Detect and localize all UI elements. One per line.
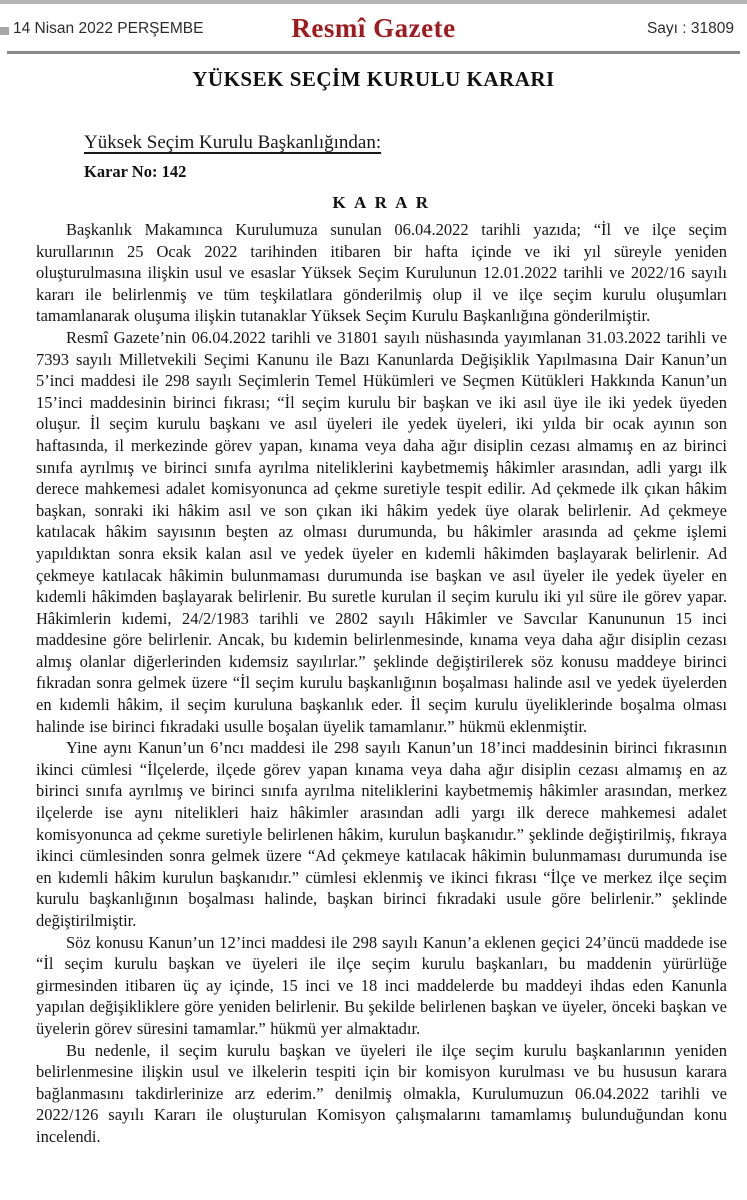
body-paragraph-2: Resmî Gazete’nin 06.04.2022 tarihli ve 31801 sayılı nüshasında yayımlanan 31.03.2022 tarihli ve 7393 sayılı Milletvekili Seçimi Kanunu ile Bazı Kanunlarda Değişiklik Yapılmasına Dair Kanun’un 5’inci maddesi ile 298 sayılı Seçimlerin Temel Hükümleri ve Seçmen Kütükleri Hakkında Kanun’un 15’inci maddesinin birinci fıkrası; “İl seçim kurulu bir başkan ve iki asıl üye ile iki yedek üyeden oluşur. İl seçim kurulu başkanı ve asıl üyeleri ile yedek üyeleri, iki yılda bir ocak ayının son haftasında, il merkezinde görev yapan, kınama veya daha ağır disiplin cezası almamış en az birinci sınıfa ayrılmış ve birinci sınıfa ayrılma niteliklerini kaybetmemiş hâkimler arasından, adli yargı ilk derece mahkemesi adalet komisyonunca ad çekme suretiyle tespit edilir. Ad çekmede ilk çıkan hâkim başkan, sonraki iki hâkim asıl ve son çıkan iki hâkim yedek üye olarak belirlenir. Ad çekmeye katılacak hâkim sayısının beşten az olması durumunda, bu hâkimler arasında ad çekme işlemi yapıldıktan sonra eksik kalan asıl ve yedek üyeler en kıdemli hâkimden başlayarak belirlenir. Ad çekmeye katılacak hâkimin bulunmaması durumunda ise başkan ve asıl üyeler ile yedek üyeler en kıdemli hâkimden başlayarak belirlenir. Bu suretle kurulan il seçim kurulu iki yıl süre ile görev yapar. Hâkimlerin kıdemi, 24/2/1983 tarihli ve 2802 sayılı Hâkimler ve Savcılar Kanununun 15 inci maddesine göre belirlenir. Ancak, bu kıdemin belirlenmesinde, kınama veya daha ağır disiplin cezası almış olanlar diğerlerinden kıdemsiz sayılırlar.” şeklinde değiştirilerek söz konusu maddeye birinci fıkradan sonra gelmek üzere “İl seçim kurulu başkanlığının boşalması halinde asıl ve yedek üyelerden en kıdemli hâkim, il seçim kuruluna başkanlık eder. İl seçim kurulu üyeliklerinde boşalma olması halinde ise birinci fıkradaki usulle boşalan üyelik tamamlanır.” hükmü eklenmiştir. [36, 327, 727, 736]
gazette-header [0, 0, 747, 51]
decision-number: Karar No: 142 [84, 162, 187, 181]
issuing-authority-heading: Yüksek Seçim Kurulu Başkanlığından: [84, 132, 382, 153]
body-paragraph-1: Başkanlık Makamınca Kurulumuza sunulan 06.04.2022 tarihli yazıda; “İl ve ilçe seçim kurullarının 25 Ocak 2022 tarihinden itibaren bir hafta içinde ve iki yıl süreyle yeniden oluşturulmasına ilişkin usul ve esaslar Yüksek Seçim Kurulunun 12.01.2022 tarihli ve 2022/16 sayılı kararı ile belirlenmiş ve tüm teşkilatlara gönderilmiş olup il ve ilçe seçim kurulu oluşumları tamamlanarak oluşuma ilişkin tutanaklar Yüksek Seçim Kurulu Başkanlığına gönderilmiştir. [36, 220, 727, 326]
issue-date: 14 Nisan 2022 PERŞEMBE [13, 19, 204, 37]
issue-number: Sayı : 31809 [646, 19, 734, 37]
scan-artifact-left [0, 27, 9, 35]
header-divider [7, 51, 740, 54]
document-title: YÜKSEK SEÇİM KURULU KARARI [192, 67, 555, 91]
document-body [36, 132, 727, 1148]
body-paragraph-4: Söz konusu Kanun’un 12’inci maddesi ile 298 sayılı Kanun’a eklenen geçici 24’üncü maddede ise “İl seçim kurulu başkan ve üyeleri ile ilçe seçim kurulu başkanları, bu maddenin yürürlüğe girmesinden itibaren üç ay içinde, 15 inci ve 18 inci maddelerde bu maddeyi ihdas eden Kanunla yapılan değişikliklere göre yeniden belirlenir. Bu şekilde belirlenen başkan ve üyeler, önceki başkan ve üyelerin görev süresini tamamlar.” hükmü yer almaktadır. [36, 932, 727, 1038]
body-paragraph-3: Yine aynı Kanun’un 6’ncı maddesi ile 298 sayılı Kanun’un 18’inci maddesinin birinci fıkrasının ikinci cümlesi “İlçelerde, ilçede görev yapan kınama veya daha ağır disiplin cezası almamış en az birinci sınıfa ayrılmış ve birinci sınıfa ayrılma niteliklerini kaybetmemiş hâkimler arasından, merkez ilçelerde ise aynı nitelikleri haiz hâkimler arasından adli yargı ilk derece mahkemesi adalet komisyonunca ad çekme suretiyle belirlenen hâkim, kurulun başkanıdır.” şeklinde değiştirilmiş, fıkraya ikinci cümlesinden sonra gelmek üzere “Ad çekmeye katılacak hâkimin bulunmaması durumunda ise en kıdemli hâkim kurulun başkanıdır.” cümlesi eklenmiş ve ikinci fıkrası “İlçe ve merkez ilçe seçim kurulu başkanlığının boşalması halinde, başkan birinci fıkradaki usule göre belirlenir.” şeklinde değiştirilmiştir. [36, 738, 727, 930]
scan-artifact-top [0, 0, 747, 4]
gazette-masthead: Resmî Gazete [291, 13, 456, 43]
decision-section-heading: K A R A R [332, 193, 431, 212]
body-paragraph-5: Bu nedenle, il seçim kurulu başkan ve üyeleri ile ilçe seçim kurulu başkanlarının yeniden belirlenmesine ilişkin usul ve ilkelerin tespiti için bir komisyon kurulması ve bu hususun karara bağlanmasını takdirlerinize arz ederim.” denilmiş olmakla, Kurulumuzun 06.04.2022 tarihli ve 2022/126 sayılı Kararı ile oluşturulan Komisyon çalışmalarını tamamlamış bulunduğundan konu incelendi. [36, 1040, 727, 1146]
